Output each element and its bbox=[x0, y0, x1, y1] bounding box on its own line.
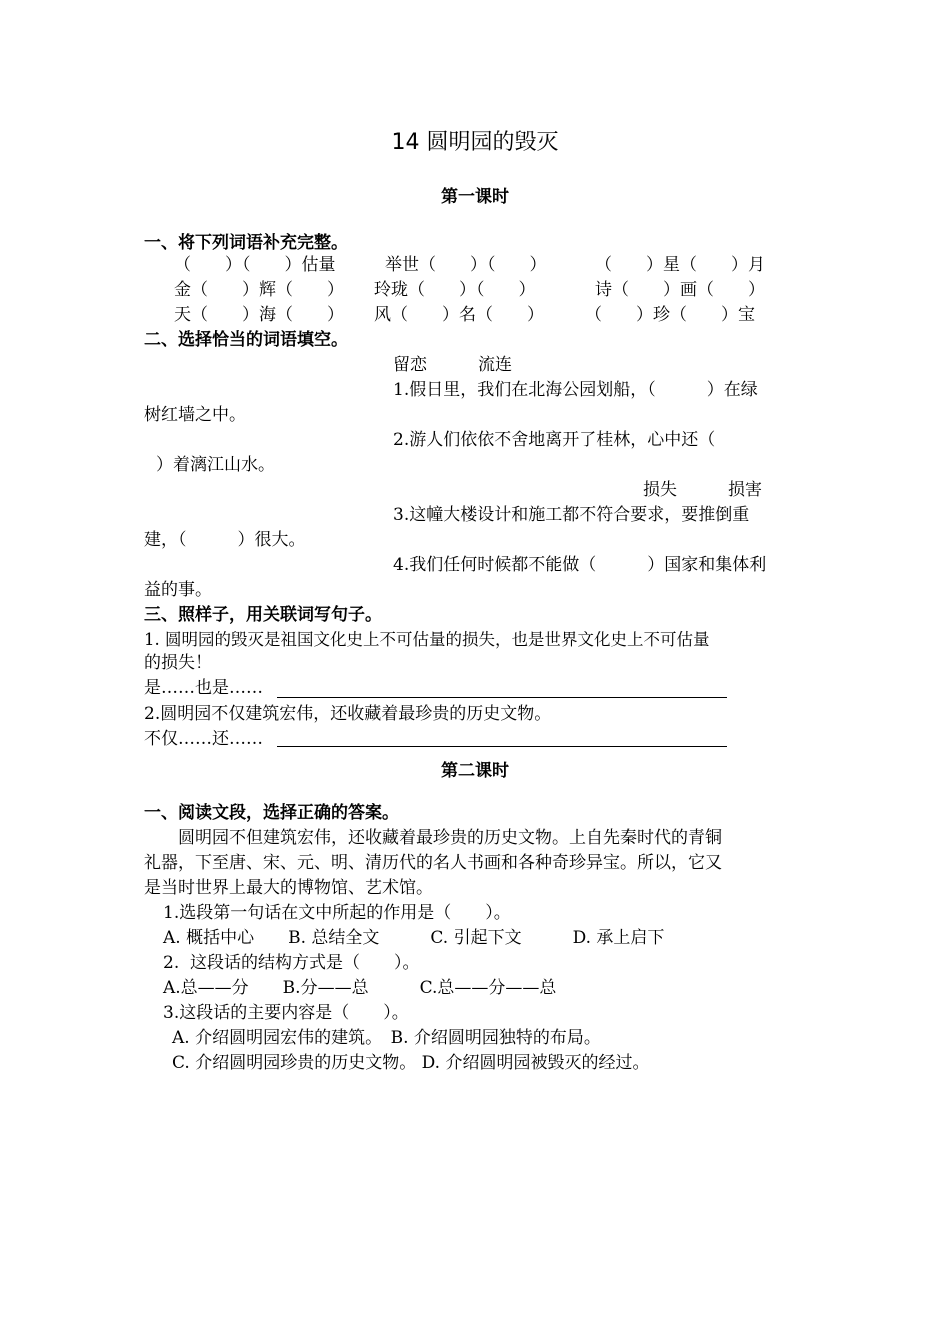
example2-line1: 2.圆明园不仅建筑宏伟，还收藏着最珍贵的历史文物。 bbox=[144, 704, 552, 724]
reading-q3-options-line1: A. 介绍圆明园宏伟的建筑。 B. 介绍圆明园独特的布局。 bbox=[172, 1028, 601, 1048]
reading-q1: 1.选段第一句话在文中所起的作用是（ ）。 bbox=[163, 903, 511, 923]
word-row2-col2: 玲珑（ ）（ ） bbox=[374, 280, 536, 300]
passage-line1: 圆明园不但建筑宏伟，还收藏着最珍贵的历史文物。上自先秦时代的青铜 bbox=[144, 828, 722, 848]
answer-line-1[interactable] bbox=[277, 697, 727, 698]
example1-prompt: 是……也是…… bbox=[144, 678, 263, 698]
passage-line3: 是当时世界上最大的博物馆、艺术馆。 bbox=[144, 878, 433, 898]
reading-q2: 2. 这段话的结构方式是（ ）。 bbox=[163, 953, 420, 973]
word-row3-col1: 天（ ）海（ ） bbox=[174, 305, 344, 325]
word-row2-col1: 金（ ）辉（ ） bbox=[174, 280, 344, 300]
reading-heading: 一、阅读文段，选择正确的答案。 bbox=[144, 803, 399, 823]
answer-line-2[interactable] bbox=[277, 746, 727, 747]
reading-q3-options-line2: C. 介绍圆明园珍贵的历史文物。 D. 介绍圆明园被毁灭的经过。 bbox=[172, 1053, 650, 1073]
fill-q1-line2: 树红墙之中。 bbox=[144, 405, 246, 425]
word-row1-col3: （ ）星（ ）月 bbox=[595, 255, 765, 275]
word-row2-col3: 诗（ ）画（ ） bbox=[595, 280, 765, 300]
passage-line2: 礼器，下至唐、宋、元、明、清历代的名人书画和各种奇珍异宝。所以，它又 bbox=[144, 853, 722, 873]
word-row1-col1: （ ）（ ）估量 bbox=[174, 255, 336, 275]
lesson2-heading: 第二课时 bbox=[441, 761, 509, 781]
lesson1-heading: 第一课时 bbox=[441, 187, 509, 207]
word-choice-group2: 损失 损害 bbox=[643, 480, 762, 500]
reading-q3: 3.这段话的主要内容是（ ）。 bbox=[163, 1003, 409, 1023]
word-row3-col2: 风（ ）名（ ） bbox=[374, 305, 544, 325]
page-title: 14 圆明园的毁灭 bbox=[391, 130, 559, 155]
section1-heading: 一、将下列词语补充完整。 bbox=[144, 233, 348, 253]
fill-q4-line2: 益的事。 bbox=[144, 580, 212, 600]
example1-line1: 1. 圆明园的毁灭是祖国文化史上不可估量的损失，也是世界文化史上不可估量 bbox=[144, 630, 710, 649]
example1-line2: 的损失！ bbox=[144, 653, 212, 673]
fill-q1-line1: 1.假日里，我们在北海公园划船，（ ）在绿 bbox=[393, 380, 758, 400]
reading-q2-options: A.总——分 B.分——总 C.总——分——总 bbox=[163, 978, 557, 998]
fill-q2-line1: 2.游人们依依不舍地离开了桂林，心中还（ bbox=[393, 430, 716, 450]
fill-q3-line2: 建，（ ）很大。 bbox=[144, 530, 306, 550]
section3-heading: 三、照样子，用关联词写句子。 bbox=[144, 605, 382, 625]
fill-q4-line1: 4.我们任何时候都不能做（ ）国家和集体利 bbox=[393, 555, 767, 575]
fill-q2-line2: ）着漓江山水。 bbox=[156, 455, 275, 475]
example2-prompt: 不仅……还…… bbox=[144, 729, 263, 749]
word-row1-col2: 举世（ ）（ ） bbox=[385, 255, 547, 275]
section2-heading: 二、选择恰当的词语填空。 bbox=[144, 330, 348, 350]
reading-q1-options: A. 概括中心 B. 总结全文 C. 引起下文 D. 承上启下 bbox=[163, 928, 665, 948]
word-choice-group1: 留恋 流连 bbox=[393, 355, 512, 375]
word-row3-col3: （ ）珍（ ）宝 bbox=[585, 305, 755, 325]
fill-q3-line1: 3.这幢大楼设计和施工都不符合要求，要推倒重 bbox=[393, 505, 750, 525]
